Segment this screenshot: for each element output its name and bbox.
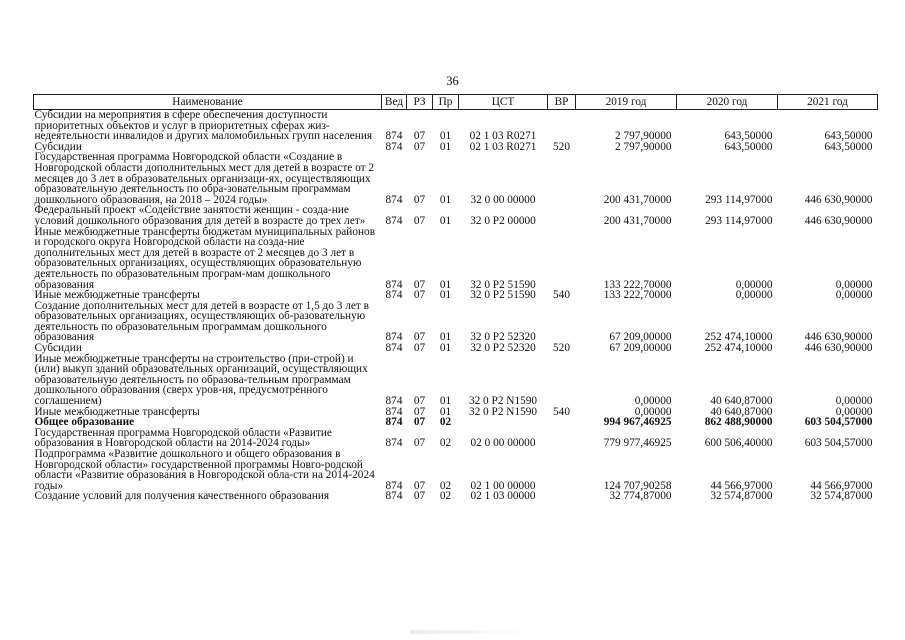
row-vr-cell: 520 <box>553 140 570 153</box>
row-2021-cell: 0,00000 <box>835 405 873 418</box>
column-header-2019: 2019 год <box>576 95 677 110</box>
row-name-cell: Иные межбюджетные трансферты <box>34 289 200 302</box>
row-2021-cell: 603 504,57000 <box>804 437 873 450</box>
row-name-cell: Субсидии <box>34 342 82 355</box>
row-2021-cell: 643,50000 <box>824 130 873 143</box>
table-header <box>34 95 878 110</box>
row-cst-cell: 32 0 P2 00000 <box>470 214 536 227</box>
row-2020-cell: 32 574,87000 <box>710 490 773 503</box>
row-2020-cell: 252 474,10000 <box>704 331 773 344</box>
column-header-pr: Пр <box>433 95 459 110</box>
row-vr-cell <box>548 417 576 428</box>
table-row <box>34 152 878 205</box>
row-ved-cell: 874 <box>385 278 403 291</box>
row-2020-cell: 40 640,87000 <box>710 405 773 418</box>
row-2019-cell: 0,00000 <box>634 405 672 418</box>
row-vr-cell <box>548 491 576 502</box>
row-2020-cell: 0,00000 <box>735 278 773 291</box>
table-row <box>34 491 878 502</box>
column-header-2021: 2021 год <box>778 95 878 110</box>
table-row <box>34 428 878 449</box>
row-2019-cell: 67 209,00000 <box>609 342 672 355</box>
row-ved-cell: 874 <box>385 331 403 344</box>
row-ved-cell: 874 <box>385 193 403 206</box>
row-rz-cell: 07 <box>413 479 426 492</box>
row-2021-cell: 0,00000 <box>835 395 873 408</box>
row-ved-cell: 874 <box>385 405 403 418</box>
row-rz-cell: 07 <box>413 416 426 429</box>
row-2019-cell: 779 977,46925 <box>603 437 672 450</box>
row-vr-cell <box>548 354 576 407</box>
row-cst-cell: 32 0 P2 52320 <box>470 331 536 344</box>
row-rz-cell: 07 <box>413 405 426 418</box>
row-rz-cell: 07 <box>413 140 426 153</box>
row-ved-cell: 874 <box>385 130 403 143</box>
column-header-cst: ЦСТ <box>459 95 548 110</box>
table-row <box>34 449 878 491</box>
row-rz-cell: 07 <box>413 331 426 344</box>
row-2021-cell: 446 630,90000 <box>804 342 873 355</box>
row-2019-cell: 200 431,70000 <box>603 214 672 227</box>
row-cst-cell: 02 1 00 00000 <box>470 479 536 492</box>
row-name-cell: Иные межбюджетные трансферты на строительство (при-строй) и (или) выкуп зданий образовательных организаций, осуществляющих образовательную деятельность по образова-тельным программам дошкольного образования (сверх уров-ня, предусмотренного соглашением) <box>34 352 368 408</box>
row-ved-cell: 874 <box>385 342 403 355</box>
row-rz-cell: 07 <box>413 490 426 503</box>
row-name-cell: Государственная программа Новгородской области «Создание в Новгородской области дополнительных мест для детей в возрасте от 2 месяцев до 3 лет в образовательных организаци-ях, осуществляющих образовательную деятельность по обра-зовательным программам дошкольного образования, на 2018 – 2024 годы» <box>34 151 375 206</box>
row-2020-cell: 44 566,97000 <box>710 479 773 492</box>
row-ved-cell: 874 <box>385 289 403 302</box>
row-name-cell: Иные межбюджетные трансферты бюджетам муниципальных районов и городского округа Новгородской области на созда-ние дополнительных мест для детей в возрасте от 2 месяцев до 3 лет в образовательных организациях, осуществляющих образовательную деятельность по образовательным програм-мам дошкольного образования <box>34 225 376 291</box>
row-pr-cell: 01 <box>439 405 452 418</box>
row-2021-cell: 446 630,90000 <box>804 331 873 344</box>
row-ved-cell: 874 <box>385 416 403 429</box>
row-2020-cell: 40 640,87000 <box>710 395 773 408</box>
table-row <box>34 205 878 226</box>
row-2019-cell: 133 222,70000 <box>603 289 672 302</box>
row-cst-cell: 02 1 03 R0271 <box>469 140 537 153</box>
row-2020-cell: 0,00000 <box>735 289 773 302</box>
row-pr-cell: 01 <box>439 214 452 227</box>
row-cst-cell: 32 0 P2 N1590 <box>468 395 538 408</box>
row-name-cell: Создание дополнительных мест для детей в возрасте от 1,5 до 3 лет в образовательных организациях, осуществляющих об-разовательную деятельность по образовательным программам дошкольного образования <box>34 299 369 344</box>
row-rz-cell: 07 <box>413 289 426 302</box>
row-cst-cell: 02 1 03 R0271 <box>469 130 537 143</box>
row-2019-cell: 67 209,00000 <box>609 331 672 344</box>
row-2020-cell: 643,50000 <box>724 140 773 153</box>
row-2020-cell: 600 506,40000 <box>704 437 773 450</box>
row-name-cell: Иные межбюджетные трансферты <box>34 405 200 418</box>
row-rz-cell: 07 <box>413 193 426 206</box>
row-vr-cell <box>548 449 576 491</box>
table-row <box>34 110 878 142</box>
row-name-cell: Подпрограмма «Развитие дошкольного и общего образования в Новгородской области» государственной программы Новго-родской области «Развитие образования в Новгородской обла-сти на 2014-2024 годы» <box>34 448 375 492</box>
row-2020-cell: 252 474,10000 <box>704 342 773 355</box>
row-2019-cell: 133 222,70000 <box>603 278 672 291</box>
row-cst-cell: 32 0 P2 52320 <box>470 342 536 355</box>
row-2021-cell: 32 574,87000 <box>810 490 873 503</box>
scan-artifact <box>410 630 530 634</box>
row-rz-cell: 07 <box>413 214 426 227</box>
row-ved-cell: 874 <box>385 395 403 408</box>
row-vr-cell <box>548 152 576 205</box>
row-2021-cell: 446 630,90000 <box>804 214 873 227</box>
column-header-name: Наименование <box>34 95 382 110</box>
row-2020-cell: 293 114,97000 <box>705 193 773 206</box>
row-pr-cell: 01 <box>439 130 452 143</box>
row-2021-cell: 0,00000 <box>835 278 873 291</box>
row-cst-cell: 02 0 00 00000 <box>470 437 536 450</box>
row-ved-cell: 874 <box>385 437 403 450</box>
row-vr-cell <box>548 227 576 291</box>
table-row <box>34 301 878 343</box>
row-cst-cell <box>459 417 548 428</box>
row-pr-cell: 01 <box>439 140 452 153</box>
row-vr-cell <box>548 205 576 226</box>
row-rz-cell: 07 <box>413 278 426 291</box>
row-ved-cell: 874 <box>385 490 403 503</box>
row-2020-cell: 862 488,90000 <box>704 416 773 429</box>
row-2019-cell: 2 797,90000 <box>615 140 672 153</box>
row-2019-cell: 124 707,90258 <box>603 479 672 492</box>
row-2021-cell: 446 630,90000 <box>804 193 873 206</box>
row-vr-cell: 520 <box>553 342 570 355</box>
row-cst-cell: 02 1 03 00000 <box>470 490 536 503</box>
row-pr-cell: 02 <box>439 490 452 503</box>
row-vr-cell: 540 <box>553 405 570 418</box>
row-pr-cell: 02 <box>439 437 452 450</box>
row-vr-cell <box>548 428 576 449</box>
row-2019-cell: 2 797,90000 <box>615 130 672 143</box>
row-cst-cell: 32 0 00 00000 <box>470 193 536 206</box>
row-pr-cell: 01 <box>439 395 452 408</box>
row-rz-cell: 07 <box>413 130 426 143</box>
row-name-cell: Создание условий для получения качественного образования <box>34 490 330 503</box>
row-rz-cell: 07 <box>413 342 426 355</box>
column-header-rz: РЗ <box>407 95 433 110</box>
row-name-cell: Федеральный проект «Содействие занятости женщин - созда-ние условий дошкольного образования для детей в возрасте до трех лет» <box>34 204 366 227</box>
row-name-cell: Общее образование <box>34 416 135 429</box>
table-row <box>34 227 878 291</box>
row-rz-cell: 07 <box>413 395 426 408</box>
row-rz-cell: 07 <box>413 437 426 450</box>
row-2020-cell: 293 114,97000 <box>705 214 773 227</box>
budget-table <box>33 94 878 502</box>
row-2021-cell: 0,00000 <box>835 289 873 302</box>
row-pr-cell: 01 <box>439 193 452 206</box>
row-pr-cell: 01 <box>439 342 452 355</box>
row-pr-cell: 01 <box>439 278 452 291</box>
column-header-2020: 2020 год <box>677 95 778 110</box>
row-pr-cell: 01 <box>439 289 452 302</box>
row-2021-cell: 603 504,57000 <box>804 416 873 429</box>
row-pr-cell: 01 <box>439 331 452 344</box>
row-2019-cell: 0,00000 <box>634 395 672 408</box>
table-row <box>34 354 878 407</box>
row-ved-cell: 874 <box>385 479 403 492</box>
row-ved-cell: 874 <box>385 214 403 227</box>
table-body <box>34 110 878 502</box>
row-name-cell: Субсидии <box>34 140 82 153</box>
row-pr-cell: 02 <box>439 479 452 492</box>
row-2020-cell: 643,50000 <box>724 130 773 143</box>
row-2019-cell: 200 431,70000 <box>603 193 672 206</box>
column-header-ved: Вед <box>382 95 407 110</box>
row-name-cell: Субсидии на мероприятия в сфере обеспечения доступности приоритетных объектов и услуг в приоритетных сферах жиз-недеятельности инвалидов и других маломобильных групп населения <box>34 109 373 143</box>
row-2021-cell: 643,50000 <box>824 140 873 153</box>
row-vr-cell <box>548 301 576 343</box>
row-vr-cell <box>548 110 576 142</box>
row-pr-cell: 02 <box>439 416 452 429</box>
page-number: 36 <box>446 74 459 88</box>
row-cst-cell: 32 0 P2 N1590 <box>468 405 538 418</box>
row-cst-cell: 32 0 P2 51590 <box>470 289 536 302</box>
row-2019-cell: 32 774,87000 <box>609 490 672 503</box>
row-2021-cell: 44 566,97000 <box>810 479 873 492</box>
row-2019-cell: 994 967,46925 <box>603 416 672 429</box>
row-name-cell: Государственная программа Новгородской области «Развитие образования в Новгородской области на 2014-2024 годы» <box>34 426 332 450</box>
row-vr-cell: 540 <box>553 289 570 302</box>
column-header-vr: ВР <box>548 95 576 110</box>
row-cst-cell: 32 0 P2 51590 <box>470 278 536 291</box>
row-ved-cell: 874 <box>385 140 403 153</box>
